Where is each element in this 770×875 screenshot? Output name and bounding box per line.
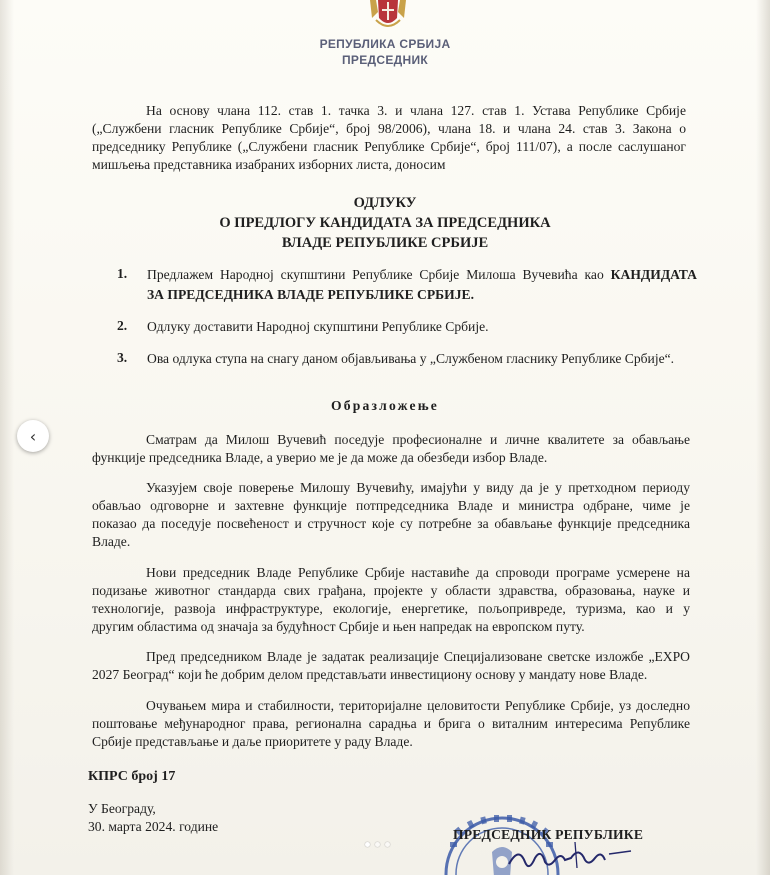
item-1-line-1	[147, 266, 697, 284]
preamble-line-4: мишљења представника изабраних изборних листа, доносим	[92, 157, 446, 172]
paragraph-3-line-1: Нови председник Владе Републике Србије наставиће да спроводи програме усмерене на	[146, 565, 690, 580]
paragraph-2-line-4: Владе.	[92, 534, 131, 549]
preamble-line-1: На основу члана 112. став 1. тачка 3. и члана 127. став 1. Устава Републике Србије	[146, 103, 686, 118]
item-2-number: 2.	[117, 318, 128, 333]
item-1-bold: КАНДИДАТА	[610, 267, 697, 282]
paragraph-4-line-1: Пред председником Владе је задатак реализације Специјализоване светске изложбе „EXPO	[146, 649, 690, 664]
signatory-title: ПРЕДСЕДНИК РЕПУБЛИКЕ	[453, 827, 644, 842]
carousel-indicator	[365, 842, 390, 847]
paragraph-2-line-1: Указујем своје поверење Милошу Вучевићу, имајући у виду да је у претходном периоду	[146, 480, 690, 495]
decision-subtitle-1: О ПРЕДЛОГУ КАНДИДАТА ЗА ПРЕДСЕДНИКА	[219, 215, 551, 231]
preamble-line-2: („Службени гласник Републике Србије“, број 98/2006), члана 18. и члана 24. став 3. Закона о	[92, 121, 686, 136]
paragraph-3-line-3: технологије, развоја инфраструктуре, екологије, енергетике, пољопривреде, туризма, као и у	[92, 601, 690, 616]
header-line-1: РЕПУБЛИКА СРБИЈА	[319, 37, 451, 51]
decision-subtitle-2: ВЛАДЕ РЕПУБЛИКЕ СРБИЈЕ	[281, 235, 489, 251]
header-line-2: ПРЕДСЕДНИК	[341, 53, 428, 67]
paragraph-5-line-3: Србије представљање и даље приоритете у раду Владе.	[92, 734, 413, 749]
preamble-line-3: председнику Републике („Службени гласник Републике Србије“, број 111/07), а после саслушаног	[92, 139, 686, 154]
item-2-text: Одлуку доставити Народној скупштини Републике Србије.	[147, 319, 489, 334]
paragraph-5-line-1: Очувањем мира и стабилности, територијалне целовитости Републике Србије, уз доследно	[146, 698, 690, 713]
page-edge-right	[756, 0, 770, 875]
item-3-text: Ова одлука ступа на снагу даном објављивања у „Службеном гласнику Републике Србије“.	[147, 351, 675, 366]
signature-image	[505, 838, 645, 875]
carousel-dot-2[interactable]	[375, 842, 380, 847]
paragraph-1-line-1: Сматрам да Милош Вучевић поседује професионалне и личне квалитете за обављање	[146, 432, 690, 447]
item-3-number: 3.	[117, 350, 128, 365]
paragraph-2-line-3: показао да поседује посвећеност и стручност које су потребне за обављање функције председника	[92, 516, 690, 531]
carousel-dot-3[interactable]	[385, 842, 390, 847]
chevron-left-icon: ‹	[29, 426, 37, 446]
reference-number: КПРС број 17	[88, 769, 176, 784]
paragraph-3-line-4: другим областима од значаја за будућност Србије и њен напредак на европском путу.	[92, 619, 585, 634]
previous-image-button[interactable]	[17, 420, 49, 452]
explanation-heading: Образложење	[330, 398, 440, 413]
issue-date: 30. марта 2024. године	[88, 819, 219, 834]
page-edge-left	[0, 0, 14, 875]
item-1-line-2: ЗА ПРЕДСЕДНИКА ВЛАДЕ РЕПУБЛИКЕ СРБИЈЕ.	[147, 287, 474, 302]
item-1-number: 1.	[117, 266, 128, 281]
paragraph-2-line-2: обављао одговорне и захтевне функције потпредседника Владе и министра одбране, чиме је	[92, 498, 690, 513]
coat-of-arms-icon	[366, 0, 410, 30]
carousel-dot-1[interactable]	[365, 842, 370, 847]
paragraph-1-line-2: функције председника Владе, а уверио ме је да може да обезбеди избор Владе.	[92, 450, 548, 465]
paragraph-3-line-2: подизање животног стандарда свих грађана, пројекте у области здравства, образовања, науке и	[92, 583, 690, 598]
paragraph-5-line-2: поштовање међународног права, регионална сарадња и брига о виталним интересима Републике	[92, 716, 690, 731]
issue-city: У Београду,	[88, 801, 156, 816]
paragraph-4-line-2: 2027 Београд“ који ће добрим делом представљати инвестициону основу у мандату нове Владе.	[92, 667, 648, 682]
item-1-text: Предлажем Народној скупштини Републике Србије Милоша Вучевића као	[147, 267, 611, 282]
decision-title: ОДЛУКУ	[353, 195, 417, 211]
